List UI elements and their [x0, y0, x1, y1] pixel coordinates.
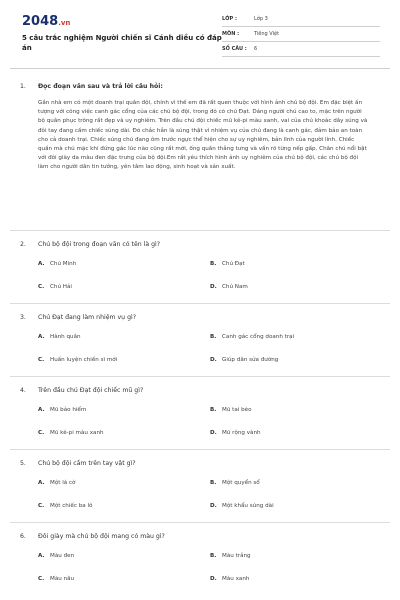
option-text: Màu nâu	[50, 576, 75, 582]
option-text: Chú Nam	[222, 284, 248, 290]
question-text: Chú Đạt đang làm nhiệm vụ gì?	[38, 314, 136, 321]
option-text: Mũ rộng vành	[222, 430, 261, 436]
meta-table	[222, 12, 380, 57]
meta-value: 6	[254, 46, 258, 52]
option-letter: B.	[210, 553, 217, 559]
option-letter: B.	[210, 407, 217, 413]
option-b[interactable]	[210, 552, 382, 560]
option-b[interactable]	[210, 479, 382, 487]
question-number: 6.	[20, 533, 26, 540]
question-divider	[10, 303, 390, 304]
logo-suffix: .vn	[58, 19, 71, 27]
option-letter: C.	[38, 503, 45, 509]
question-2	[20, 240, 380, 291]
option-letter: C.	[38, 284, 45, 290]
option-b[interactable]	[210, 260, 382, 268]
logo-main: 2048	[22, 14, 59, 29]
option-text: Huấn luyện chiến sĩ mới	[50, 357, 118, 363]
option-c[interactable]	[38, 575, 210, 583]
meta-label: SỐ CÂU :	[222, 46, 247, 52]
question-divider	[10, 376, 390, 377]
site-logo[interactable]	[22, 14, 70, 29]
option-d[interactable]	[210, 502, 382, 510]
answer-options	[38, 260, 380, 291]
meta-row-count	[222, 42, 380, 57]
meta-row-subject	[222, 27, 380, 42]
option-d[interactable]	[210, 283, 382, 291]
option-a[interactable]	[38, 333, 210, 341]
option-letter: A.	[38, 261, 45, 267]
option-text: Một lá cờ	[50, 480, 76, 486]
answer-options	[38, 406, 380, 437]
option-text: Màu xanh	[222, 576, 250, 582]
answer-options	[38, 333, 380, 364]
option-letter: A.	[38, 407, 45, 413]
option-text: Một quyển sổ	[222, 480, 260, 486]
question-divider	[10, 449, 390, 450]
option-text: Màu đen	[50, 553, 75, 559]
option-text: Hành quân	[50, 334, 81, 340]
option-letter: A.	[38, 334, 45, 340]
question-number: 2.	[20, 241, 26, 248]
meta-value: Tiếng Việt	[254, 31, 280, 37]
reading-passage: Gần nhà em có một doanh trại quân đội, chính vì thế em đã rất quen thuộc với hình ảnh chú bộ đội. Em đặc biệt ấn tượng với công việc canh gác cổng của các chú bộ đội, trong đó có chú Đạt. Dáng người chú cao to, mặc trên người bộ quân phục trông rất đẹp và uy nghiêm. Trên đầu chú đội chiếc mũ kê-pi màu xanh, vai của chú khoác dây súng và đôi tay đang cầm chiếc súng dài. Đó chắc hẳn là súng thật vì nhiệm vụ của chú đang là canh gác, đảm bảo an toàn cho cả doanh trại. Chiếc súng chú đang ôm trước ngực thể hiện cho sự uy nghiêm, bản lĩnh của người lính. Chiếc quần mà chú mặc khi đứng gác lúc nào cũng rất mới, ống quần thẳng tưng và vấn rõ từng nếp gấp. Chân chú nổi bật với đôi giày da màu đen đặc trưng của bộ đội.Em rất yêu thích hình ảnh uy nghiêm của chú bộ đội, các chú bộ đội làm cho người dân tin tưởng, yên tâm lao động, sinh hoạt và sản xuất.	[38, 100, 368, 171]
meta-row-grade	[222, 12, 380, 27]
question-3	[20, 313, 380, 364]
option-text: Mũ kê-pi màu xanh	[50, 430, 104, 436]
question-6	[20, 532, 380, 583]
option-letter: D.	[210, 284, 217, 290]
option-b[interactable]	[210, 406, 382, 414]
question-number: 5.	[20, 460, 26, 467]
option-letter: D.	[210, 576, 217, 582]
question-text: Đôi giày mà chú bộ đội mang có màu gì?	[38, 533, 165, 540]
question-5	[20, 459, 380, 510]
option-a[interactable]	[38, 260, 210, 268]
question-number: 4.	[20, 387, 26, 394]
option-text: Mũ tai bèo	[222, 407, 252, 413]
option-letter: B.	[210, 261, 217, 267]
option-c[interactable]	[38, 502, 210, 510]
option-text: Mũ bảo hiểm	[50, 407, 87, 413]
option-letter: B.	[210, 334, 217, 340]
option-letter: C.	[38, 576, 45, 582]
question-text: Chú bộ đội trong đoạn văn có tên là gì?	[38, 241, 161, 248]
option-c[interactable]	[38, 283, 210, 291]
option-c[interactable]	[38, 356, 210, 364]
question-text: Trên đầu chú Đạt đội chiếc mũ gì?	[38, 387, 144, 394]
question-number: 1.	[20, 83, 26, 90]
document-title: 5 câu trắc nghiệm Người chiến sĩ Cánh diều có đáp án	[22, 34, 222, 52]
option-text: Canh gác cổng doanh trại	[222, 334, 295, 340]
option-text: Chú Đạt	[222, 261, 245, 267]
question-text: Chú bộ đội cầm trên tay vật gì?	[38, 460, 136, 467]
meta-label: MÔN :	[222, 31, 240, 37]
answer-options	[38, 479, 380, 510]
option-letter: C.	[38, 357, 45, 363]
option-letter: D.	[210, 430, 217, 436]
option-b[interactable]	[210, 333, 382, 341]
option-letter: C.	[38, 430, 45, 436]
header-divider	[10, 68, 390, 69]
option-text: Giúp dân sửa đường	[222, 357, 279, 363]
option-a[interactable]	[38, 552, 210, 560]
meta-value: Lớp 3	[254, 16, 268, 22]
option-letter: D.	[210, 357, 217, 363]
option-d[interactable]	[210, 575, 382, 583]
question-4	[20, 386, 380, 437]
option-letter: D.	[210, 503, 217, 509]
option-a[interactable]	[38, 479, 210, 487]
option-a[interactable]	[38, 406, 210, 414]
question-divider	[10, 230, 390, 231]
option-text: Chú Hải	[50, 284, 72, 290]
option-letter: B.	[210, 480, 217, 486]
option-text: Màu trắng	[222, 553, 251, 559]
answer-options	[38, 552, 380, 583]
option-letter: A.	[38, 480, 45, 486]
option-text: Chú Minh	[50, 261, 77, 267]
question-1	[20, 82, 380, 173]
question-text: Đọc đoạn văn sau và trả lời câu hỏi:	[38, 83, 163, 90]
option-letter: A.	[38, 553, 45, 559]
option-d[interactable]	[210, 429, 382, 437]
option-d[interactable]	[210, 356, 382, 364]
question-number: 3.	[20, 314, 26, 321]
meta-label: LỚP :	[222, 16, 237, 22]
option-c[interactable]	[38, 429, 210, 437]
option-text: Một khẩu súng dài	[222, 503, 274, 509]
question-divider	[10, 522, 390, 523]
option-text: Một chiếc ba lô	[50, 503, 93, 509]
